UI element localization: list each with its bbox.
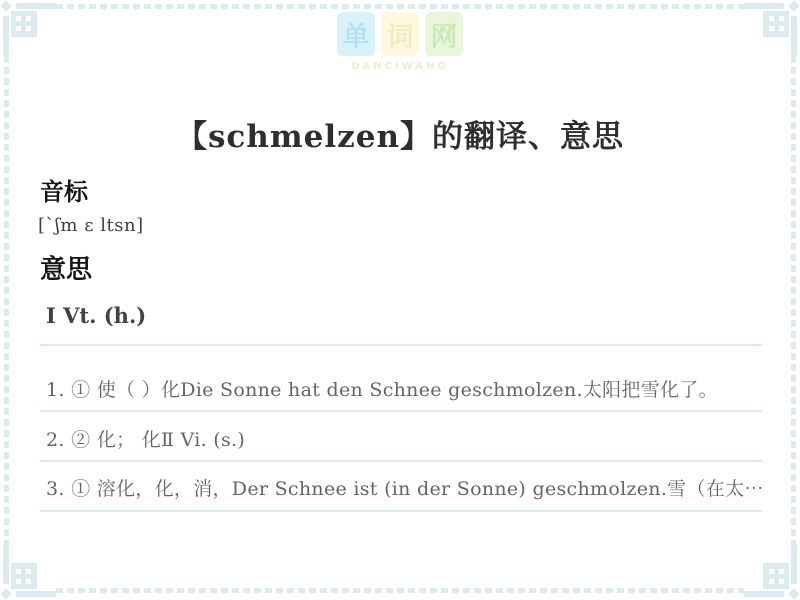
part-of-speech-heading: I Vt. (h.)	[46, 303, 147, 328]
border-bottom-dashes	[56, 588, 744, 593]
definition-entry: 3. ① 溶化，化，消，Der Schnee ist (in der Sonne) geschmolzen.雪（在太⋯	[46, 478, 764, 500]
border-top-dashes	[56, 4, 744, 9]
watermark-char-box: 网	[425, 12, 463, 56]
divider	[40, 344, 762, 346]
phonetic-section-heading: 音标	[40, 177, 88, 206]
phonetic-transcription: [`ʃm ɛ ltsn]	[38, 215, 144, 236]
watermark-boxes	[0, 12, 800, 56]
watermark-subtext: DANCIWANG	[351, 61, 449, 72]
definition-entry: 2. ② 化； 化Ⅱ Vi. (s.)	[46, 429, 246, 451]
corner-lattice-icon	[0, 544, 56, 600]
site-watermark-logo	[0, 12, 800, 72]
definition-entry: 1. ① 使（ ）化Die Sonne hat den Schnee geschmolzen.太阳把雪化了。	[46, 379, 718, 401]
divider	[40, 510, 762, 512]
watermark-char-box: 单	[337, 12, 375, 56]
divider	[40, 410, 762, 412]
divider	[40, 460, 762, 462]
meaning-section-heading: 意思	[40, 255, 93, 285]
corner-lattice-icon	[744, 544, 800, 600]
watermark-char-box: 词	[381, 12, 419, 56]
page-title: 【schmelzen】的翻译、意思	[175, 118, 625, 155]
